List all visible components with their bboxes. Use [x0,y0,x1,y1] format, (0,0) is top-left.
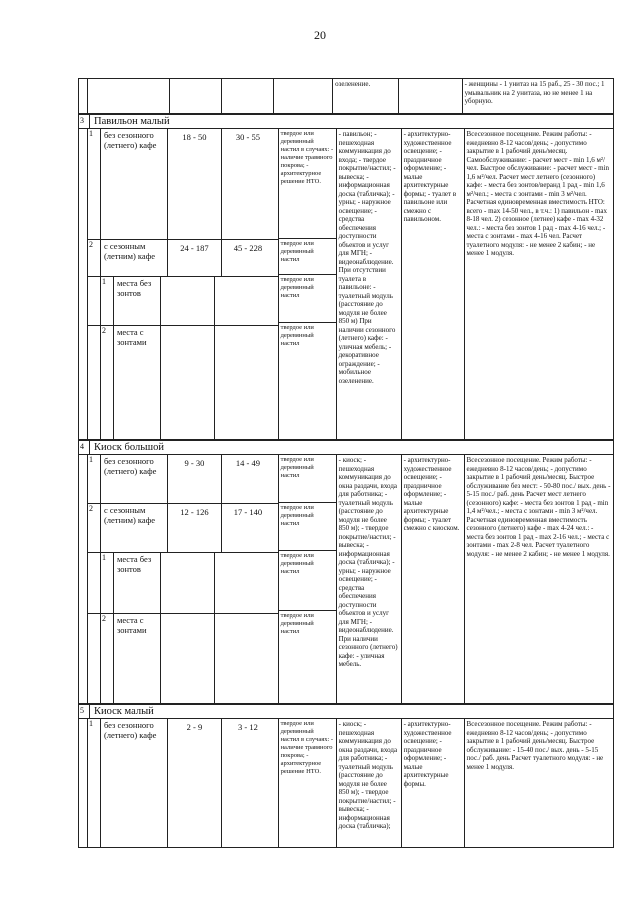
subsection-row: 1 места без зонтов [88,553,278,614]
subsection-name: без сезонного (летнего) кафе [100,129,167,239]
section-body: 1 без сезонного (летнего) кафе 9 - 30 14 - 49 2 с сезонным (летним) кафе 12 - 126 17 - 140 1 места без зонтов 2 места с зонтами твердое или деревянный настил твердое или деревянный настил твердое или деревянный настил твердое или деревянный настил - киоск; - пешеходная коммуникация до окна раздачи, входа для работника; - туалетный модуль (расстояние до модуля не более 850 м); - твердое покрытие/настил; - вывеска; - информационная доска (табличка); - урны; - наружное освещение; - средства обеспечения доступности объектов и услуг для МГН; - видеонаблюдение. При наличии сезонного (летнего) кафе: - уличная мебель. - архитектурно-художественное освещение; - праздничное оформление; - малые архитектурные формы; - туалет смежно с киоском. Всесезонное посещение. Режим работы: - ежедневно 8-12 часов/день; - допустимо закрытие в 1 рабочий день/месяц. Быстрое обслуживание без мест: - 50-80 пос./ вых. день - 5-15 пос./ раб. день Расчет мест летнего (сезонного) кафе: - места без зонтов 1 рад - min 1,4 м²/чел.; - места с зонтами - min 3 м²/чел. Расчетная единовременная вместимость сезонного (летнего) кафе - max 4-24 чел.: - места без зонтов 1 рад - max 2-16 чел.; - места с зонтами - max 2-8 чел. Расчет туалетного модуля: - не менее 2 кабин; - не менее 1 модуля. [79,454,613,703]
section-title: Павильон малый [89,115,613,128]
continuation-col-f: - женщины - 1 унитаз на 15 раб., 25 - 30 пос.; 1 умывальник на 2 унитаза, но не менее 1 на уборную. [462,79,613,113]
required-elements: - павильон; - пешеходная коммуникация до входа; - твердое покрытие/настил; - вывеска; - информационная доска (табличка); - урны; - наружное освещение; - средства обеспечения доступности объектов и услуг для МГН; - видеонаблюдение. При отсутствии туалета в павильоне: - туалетный модуль (расстояние до модуля не более 850 м) При наличии сезонного (летнего) кафе: - уличная мебель; - декоративное ограждение; - мобильное озеленение. [336,129,401,439]
subsection-row: 2 места с зонтами [88,614,278,703]
subsection-row: 2 с сезонным (летним) кафе 24 - 187 45 - 228 [88,240,278,277]
section-heading: 5 Киоск малый [79,703,613,718]
additional-elements: - архитектурно-художественное освещение; - праздничное оформление; - малые архитектурные формы; - туалет в павильоне или смежно с павильоном. [401,129,464,439]
subsection-row: 1 без сезонного (летнего) кафе 9 - 30 14 - 49 [88,455,278,504]
subsection-row: 1 без сезонного (летнего) кафе 2 - 9 3 - 12 [88,719,278,847]
subsection-row: 1 места без зонтов [88,277,278,326]
table-row-continuation [79,79,613,113]
continuation-col-d: озеленение. [332,79,398,113]
requirements-table [78,78,614,848]
area-total: 30 - 55 [221,129,274,239]
section-body: 1 без сезонного (летнего) кафе 2 - 9 3 - 12 твердое или деревянный настил в случаях: - наличие травяного покрова; - архитектурное решение НТО. - киоск; - пешеходная коммуникация до окна раздачи, входа для работника; - туалетный модуль (расстояние до модуля не более 850 м); - твердое покрытие/настил; - вывеска; - информационная доска (табличка); - архитектурно-художественное освещение; - праздничное оформление; - малые архитектурные формы. Всесезонное посещение. Режим работы: - ежедневно 8-12 часов/день; - допустимо закрытие в 1 рабочий день/месяц. Быстрое обслуживание: - 15-40 пос./ вых. день - 5-15 пос./ раб. день Расчет туалетного модуля: - не менее 1 модуля. [79,718,613,847]
subsection-row: 1 без сезонного (летнего) кафе 18 - 50 30 - 55 [88,129,278,240]
subsection-row: 2 с сезонным (летним) кафе 12 - 126 17 - 140 [88,504,278,553]
subsection-row: 2 места с зонтами [88,326,278,439]
section-heading: 4 Киоск большой [79,439,613,454]
subsection-name: с сезонным (летним) кафе [100,240,167,276]
area-min-max: 18 - 50 [167,129,221,239]
section-heading [79,113,613,128]
section-body: 1 без сезонного (летнего) кафе 18 - 50 30 - 55 2 с сезонным (летним) кафе 24 - 187 45 - 228 1 места без зонтов 2 места с зонтами твердое или деревянный настил в случаях: - наличие травяного покрова; - архитектурное решение НТО. твердое или деревянный настил твердое или деревянный настил твердое или деревянный настил - павильон; - пешеходная коммуникация до входа; - твердое покрытие/настил; - вывеска; - информационная доска (табличка); - урны; - наружное освещение; - средства обеспечения доступности объектов и услуг для МГН; - видеонаблюдение. При отсутствии туалета в павильоне: - туалетный модуль (расстояние до модуля не более 850 м) При наличии сезонного (летнего) кафе: - уличная мебель; - декоративное ограждение; - мобильное озеленение. - архитектурно-художественное освещение; - праздничное оформление; - малые архитектурные формы; - туалет в павильоне или смежно с павильоном. Всесезонное посещение. Режим работы: - ежедневно 8-12 часов/день; - допустимо закрытие в 1 рабочий день/месяц. Самообслуживание: - расчет мест - min 1,6 м²/чел. Быстрое обслуживание: - расчет мест - min 1,6 м²/чел. Расчет мест летнего (сезонного) кафе: - места без зонтов/веранд 1 рад - min 1,6 м²/чел.; - места с зонтами - min 3 м²/чел. Расчетная единовременная вместимость НТО: всего - max 14-50 чел., в т.ч.: 1) павильон - max 8-18 чел. 2) сезонное (летнее) кафе - max 4-32 чел.: - места без зонтов 1 рад - max 4-16 чел.; - места с зонтами - max 4-16 чел. Расчет туалетного модуля: - не менее 2 кабин; - не менее 1 модуля. [79,128,613,439]
page-number: 20 [314,28,326,42]
operating-parameters: Всесезонное посещение. Режим работы: - ежедневно 8-12 часов/день; - допустимо закрытие в 1 рабочий день/месяц. Самообслуживание: - расчет мест - min 1,6 м²/чел. Быстрое обслуживание: - расчет мест - min 1,6 м²/чел. Расчет мест летнего (сезонного) кафе: - места без зонтов/веранд 1 рад - min 1,6 м²/чел.; - места с зонтами - min 3 м²/чел. Расчетная единовременная вместимость НТО: всего - max 14-50 чел., в т.ч.: 1) павильон - max 8-18 чел. 2) сезонное (летнее) кафе - max 4-32 чел.: - места без зонтов 1 рад - max 4-16 чел.; - места с зонтами - max 4-16 чел. Расчет туалетного модуля: - не менее 2 кабин; - не менее 1 модуля. [464,129,613,439]
section-number: 3 [80,116,84,125]
